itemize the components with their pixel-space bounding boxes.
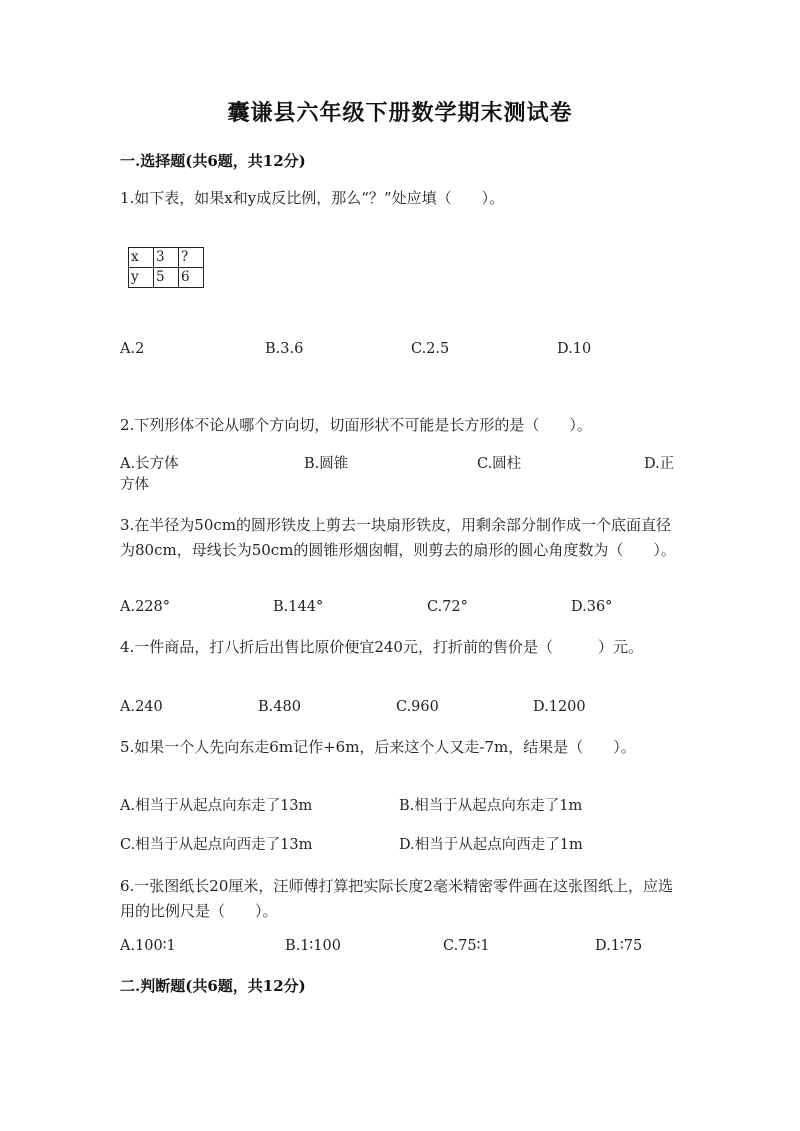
question-1-table [128,247,204,288]
question-1-option-b[interactable]: B.3.6 [265,341,304,357]
table-cell: y [129,268,154,288]
table-row [129,248,204,268]
question-3-option-d[interactable]: D.36° [571,599,613,615]
table-cell: ? [179,248,204,268]
question-4-option-c[interactable]: C.960 [396,699,439,715]
table-cell: x [129,248,154,268]
question-5-option-a[interactable]: A.相当于从起点向东走了13m [120,798,313,814]
question-5-option-c[interactable]: C.相当于从起点向西走了13m [120,837,313,853]
question-2-option-b[interactable]: B.圆锥 [304,456,349,472]
table-cell: 6 [179,268,204,288]
question-2-option-d[interactable]: D.正 [644,456,675,472]
question-3-option-c[interactable]: C.72° [427,599,468,615]
question-6-option-c[interactable]: C.75∶1 [443,938,490,954]
question-1-option-a[interactable]: A.2 [120,341,145,357]
question-2-option-c[interactable]: C.圆柱 [477,456,522,472]
question-5-option-d[interactable]: D.相当于从起点向西走了1m [399,837,583,853]
question-6-option-b[interactable]: B.1∶100 [285,938,341,954]
question-2-option-d-wrap: 方体 [120,477,149,493]
question-2-stem: 2.下列形体不论从哪个方向切，切面形状不可能是长方形的是（ ）。 [120,416,592,434]
question-3-option-b[interactable]: B.144° [273,599,324,615]
table-row [129,268,204,288]
table-cell: 3 [154,248,179,268]
question-5-stem: 5.如果一个人先向东走6m记作+6m，后来这个人又走-7m，结果是（ ）。 [120,738,636,756]
question-6-stem: 6.一张图纸长20厘米，汪师傅打算把实际长度2毫米精密零件画在这张图纸上，应选用的比例尺是（ ）。 [120,877,673,920]
question-1-option-c[interactable]: C.2.5 [411,341,450,357]
section-heading-choice: 一.选择题(共6题，共12分) [120,152,306,170]
question-1-option-d[interactable]: D.10 [557,341,592,357]
question-6-option-d[interactable]: D.1∶75 [595,938,643,954]
page-title: 囊谦县六年级下册数学期末测试卷 [227,100,573,126]
question-3-option-a[interactable]: A.228° [120,599,171,615]
question-4-stem: 4.一件商品，打八折后出售比原价便宜240元，打折前的售价是（ ）元。 [120,638,643,656]
question-5-option-b[interactable]: B.相当于从起点向东走了1m [399,798,583,814]
question-3-stem: 3.在半径为50cm的圆形铁皮上剪去一块扇形铁皮，用剩余部分制作成一个底面直径为80cm，母线长为50cm的圆锥形烟囱帽，则剪去的扇形的圆心角度数为（ ）。 [120,516,676,559]
question-1-stem: 1.如下表，如果x和y成反比例，那么“？”处应填（ ）。 [120,189,505,207]
question-4-option-a[interactable]: A.240 [120,699,163,715]
question-2-option-a[interactable]: A.长方体 [120,456,179,472]
table-cell: 5 [154,268,179,288]
section-heading-judgment: 二.判断题(共6题，共12分) [120,977,306,995]
question-6-option-a[interactable]: A.100∶1 [120,938,176,954]
question-4-option-d[interactable]: D.1200 [533,699,586,715]
question-4-option-b[interactable]: B.480 [258,699,301,715]
